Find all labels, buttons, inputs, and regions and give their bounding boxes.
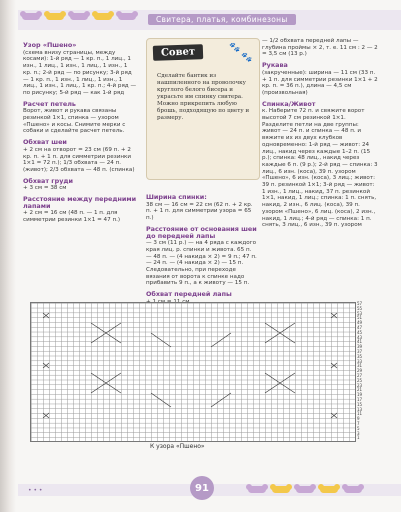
front-legs-text: + 2 см = 16 см (48 п. — 1 п. для симметрии резинки 1×1 = 47 п.) bbox=[23, 210, 121, 224]
stitch-calc-text: Ворот, живот и рукава связаны резинкой 1×1, спинка — узором «Пшено» и косы. Снимите мерки с собаки и сделайте расчет петель. bbox=[23, 108, 126, 135]
row-number: 39 bbox=[357, 344, 363, 350]
heading-back-belly: Спинка/Живот bbox=[262, 99, 316, 108]
row-number: 5 bbox=[357, 425, 360, 431]
chart-symbols bbox=[31, 303, 355, 441]
bone-icon bbox=[344, 486, 362, 493]
row-number: 51 bbox=[357, 315, 363, 321]
bone-icon bbox=[22, 13, 40, 20]
bone-icon bbox=[94, 13, 112, 20]
page-number: 91 bbox=[190, 476, 214, 500]
heading-sleeves: Рукава bbox=[262, 61, 288, 70]
header-bone-icons bbox=[22, 13, 136, 20]
heading-chest: Обхват груди bbox=[23, 176, 74, 185]
heading-neck: Обхват шеи bbox=[23, 138, 67, 147]
tip-text: Сделайте бантик из нашпиленного на проволочку круглого белого бисера и украсьте им спинку свитера. Можно прикрепить любую брошь, подходящую по цвету и размеру. bbox=[157, 73, 250, 121]
row-number: 41 bbox=[357, 339, 363, 345]
page-spine-shadow bbox=[0, 0, 16, 512]
armhole-continued-text: — 1/2 обхвата передней лапы — глубина проймы × 2, т. е. 11 см : 2 — 2 = 3,5 см (13 р.) bbox=[262, 38, 378, 58]
row-number: 21 bbox=[357, 387, 363, 393]
knitting-chart-grid bbox=[30, 302, 356, 442]
footer-dots: • • • bbox=[28, 487, 43, 494]
row-number: 15 bbox=[357, 401, 363, 407]
row-number: 49 bbox=[357, 320, 363, 326]
chart-caption: К узора «Пшено» bbox=[150, 443, 205, 450]
heading-back-width: Ширина спинки: bbox=[146, 193, 207, 201]
row-number: 7 bbox=[357, 420, 360, 426]
row-number: 23 bbox=[357, 382, 363, 388]
sleeves-text: (закрученные): ширина — 11 см (33 п. + 1 п. для симметрии резинки 1×1 + 2 кр. п. = 36 п.), длина — 4,5 см (произвольная) bbox=[262, 69, 378, 96]
bone-icon bbox=[320, 486, 338, 493]
bone-icon bbox=[46, 13, 64, 20]
row-number: 29 bbox=[357, 368, 363, 374]
heading-front-legs: Расстояние между передними лапами bbox=[23, 195, 137, 210]
bone-icon bbox=[272, 486, 290, 493]
pattern-text: (схема внизу страницы, между косами): 1-й ряд — 1 кр. п., 1 лиц., 1 изн., 1 лиц., 1 изн., 1 лиц., 1 изн., 1 кр. п.; 2-й ряд — по рисунку; 3-й ряд — 1 кр. п., 1 изн., 1 лиц., 1 изн., 1 лиц., 1 изн., 1 лиц., 1 кр. п.; 4-й ряд — по рисунку; 5-й ряд — как 1-й ряд bbox=[23, 49, 137, 96]
back-width-text: 38 см — 16 см = 22 см (62 п. + 2 кр. п. + 1 п. для симметрии узора = 65 п.) bbox=[146, 201, 253, 222]
row-number: 37 bbox=[357, 348, 363, 354]
row-number: 25 bbox=[357, 377, 363, 383]
paw-icon: 🐾 bbox=[229, 43, 241, 53]
row-number: 9 bbox=[357, 416, 360, 422]
chest-text: + 3 см = 38 см bbox=[23, 185, 67, 192]
bone-icon bbox=[296, 486, 314, 493]
row-number: 43 bbox=[357, 334, 363, 340]
heading-pattern: Узор «Пшено» bbox=[23, 41, 77, 49]
row-number: 27 bbox=[357, 372, 363, 378]
right-column bbox=[262, 38, 378, 232]
row-number: 35 bbox=[357, 353, 363, 359]
row-number: 47 bbox=[357, 324, 363, 330]
section-title: Свитера, платья, комбинезоны bbox=[148, 14, 296, 25]
back-belly-text: к. Наберите 72 п. и свяжите ворот высотой 7 см резинкой 1×1. Разделите петли на две группы: живот — 24 п. и спинка — 48 п. и вяжите их из двух клубков одновременно: 1-й ряд — живот: 24 лиц., накид через каждые 1–2 п. (15 р.); спинка: 48 лиц., накид через каждые 6 п. (9 р.); 2-й ряд — спинка: 3 лиц., 6 изн. (коса), 39 п. узором «Пшено», 6 изн. (коса), 3 лиц.; живот: 39 п. резинкой 1×1; 3-й ряд — живот: 1 изн., 1 лиц., накид, 37 п. резинкой 1×1, накид, 1 лиц.; спинка: 1 п. снять, накид, 2 изн., 6 лиц. (коса), 39 п. узором «Пшено», 6 лиц. (коса), 2 изн., накид, 1 лиц.; 4-й ряд — спинка: 1 п. снять, 3 лиц., 6 изн., 39 п. узором bbox=[262, 108, 378, 229]
tip-title: Совет bbox=[153, 44, 204, 61]
row-number: 19 bbox=[357, 392, 363, 398]
paw-icon: 🐾 bbox=[241, 53, 253, 63]
footer-bone-icons bbox=[248, 486, 362, 493]
row-number: 57 bbox=[357, 301, 363, 306]
row-number: 11 bbox=[357, 411, 363, 417]
row-number: 45 bbox=[357, 329, 363, 335]
row-number: 53 bbox=[357, 310, 363, 316]
row-number: 1 bbox=[357, 435, 360, 441]
heading-stitch-calc: Расчет петель bbox=[23, 99, 76, 108]
row-number: 33 bbox=[357, 358, 363, 364]
heading-leg-girth: Обхват передней лапы bbox=[146, 290, 232, 299]
row-number: 55 bbox=[357, 305, 363, 311]
left-column bbox=[23, 38, 137, 227]
row-number: 31 bbox=[357, 363, 363, 369]
row-number: 3 bbox=[357, 430, 360, 436]
bone-icon bbox=[70, 13, 88, 20]
heading-neck-to-leg: Расстояние от основания шеи до передней лапы bbox=[146, 224, 257, 240]
row-number: 17 bbox=[357, 396, 363, 402]
bone-icon bbox=[248, 486, 266, 493]
neck-to-leg-text: — 3 см (11 р.) — на 4 ряда с каждого края лиц. р. спинки и живота. 65 п. — 48 п. — (4 накида × 2) = 9 п.; 47 п. — 24 п. — (4 накида × 2) — 15 п. Следовательно, при переходе вязания от ворота к спинке надо прибавить 9 п., а к животу — 15 п. bbox=[146, 240, 257, 287]
bone-icon bbox=[118, 13, 136, 20]
tip-box bbox=[146, 38, 260, 180]
footer bbox=[18, 474, 401, 512]
neck-text: + 2 см на отворот = 23 см (69 п. + 2 кр. п. + 1 п. для симметрии резинки 1×1 = 72 п.); 1/3 обхвата — 24 п. (живот); 2/3 обхвата — 48 п. (спинка) bbox=[23, 146, 135, 173]
chart-row-numbers bbox=[357, 302, 371, 440]
row-number: 13 bbox=[357, 406, 363, 412]
